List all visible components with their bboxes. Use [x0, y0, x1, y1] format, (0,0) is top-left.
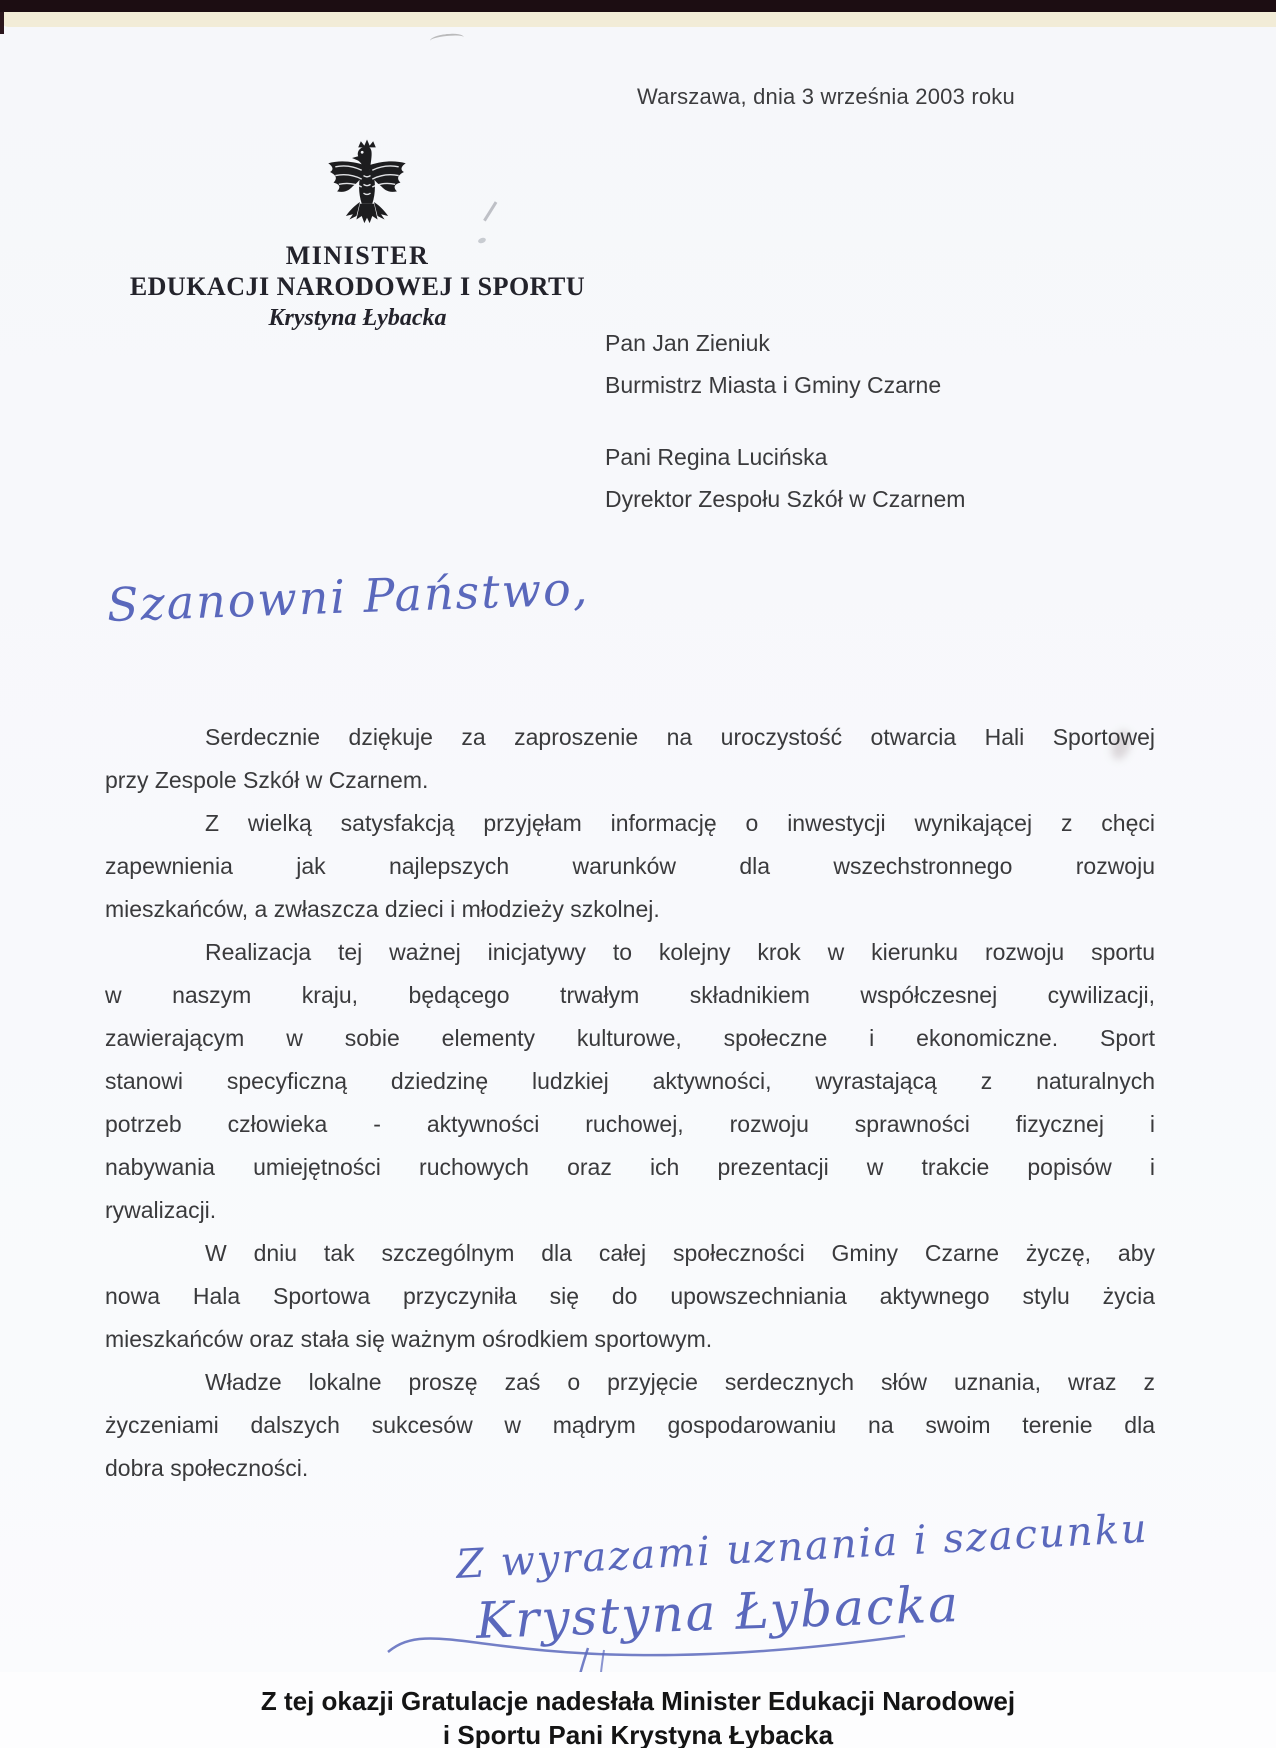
- body-line: W dniu tak szczególnym dla całej społeczności Gminy Czarne życzę, aby: [205, 1240, 1155, 1266]
- recipient-1-title: Burmistrz Miasta i Gminy Czarne: [605, 372, 942, 398]
- date-line: Warszawa, dnia 3 września 2003 roku: [637, 84, 1015, 109]
- handwritten-salutation: Szanowni Państwo,: [106, 561, 591, 632]
- body-paragraphs: [105, 716, 1155, 1490]
- bottom-caption: [0, 1684, 1276, 1748]
- body-line: zapewnienia jak najlepszych warunków dla wszechstronnego rozwoju: [105, 853, 1155, 879]
- body-line: Serdecznie dziękuje za zaproszenie na uroczystość otwarcia Hali Sportowej: [205, 724, 1155, 750]
- scan-artifact: [483, 201, 506, 227]
- body-line: dobra społeczności.: [105, 1455, 309, 1481]
- body-line: mieszkańców, a zwłaszcza dzieci i młodzieży szkolnej.: [105, 896, 660, 922]
- letterhead: [105, 240, 610, 334]
- body-line: Realizacja tej ważnej inicjatywy to kolejny krok w kierunku rozwoju sportu: [205, 939, 1155, 965]
- body-line: Z wielką satysfakcją przyjęłam informację o inwestycji wynikającej z chęci: [205, 810, 1155, 836]
- handwritten-signature: Krystyna Łybacka: [475, 1575, 961, 1650]
- polish-eagle-emblem: [323, 138, 411, 236]
- body-line: Władze lokalne proszę zaś o przyjęcie serdecznych słów uznania, wraz z: [205, 1369, 1155, 1395]
- recipient-1: [605, 322, 965, 406]
- letterhead-title-line1: MINISTER: [285, 241, 430, 270]
- caption-line1: Z tej okazji Gratulacje nadesłała Minister Edukacji Narodowej: [260, 1686, 1016, 1716]
- letterhead-official-name: Krystyna Łybacka: [268, 305, 447, 331]
- scan-edge-top: [0, 0, 1276, 12]
- handwritten-valediction: Z wyrazami uznania i szacunku: [455, 1505, 1150, 1588]
- caption-line2: i Sportu Pani Krystyna Łybacka: [442, 1720, 834, 1748]
- body-line: w naszym kraju, będącego trwałym składnikiem współczesnej cywilizacji,: [105, 982, 1155, 1008]
- body-line: życzeniami dalszych sukcesów w mądrym gospodarowaniu na swoim terenie dla: [105, 1412, 1155, 1438]
- letterhead-title-line2: EDUKACJI NARODOWEJ I SPORTU: [129, 272, 586, 301]
- polish-eagle-icon: [323, 138, 411, 236]
- paper-edge: [0, 12, 1276, 27]
- body-line: rywalizacji.: [105, 1197, 217, 1223]
- recipient-1-name: Pan Jan Zieniuk: [605, 330, 770, 356]
- body-line: zawierającym w sobie elementy kulturowe, społeczne i ekonomiczne. Sport: [105, 1025, 1155, 1051]
- body-line: mieszkańców oraz stała się ważnym ośrodkiem sportowym.: [105, 1326, 713, 1352]
- scan-edge-corner: [0, 12, 4, 34]
- body-line: nabywania umiejętności ruchowych oraz ich prezentacji w trakcie popisów i: [105, 1154, 1155, 1180]
- scan-artifact: [430, 32, 465, 45]
- recipient-2-title: Dyrektor Zespołu Szkół w Czarnem: [605, 486, 966, 512]
- body-line: przy Zespole Szkół w Czarnem.: [105, 767, 429, 793]
- recipient-2-name: Pani Regina Lucińska: [605, 444, 828, 470]
- body-line: stanowi specyficzną dziedzinę ludzkiej aktywności, wyrastającą z naturalnych: [105, 1068, 1155, 1094]
- body-line: potrzeb człowieka - aktywności ruchowej, rozwoju sprawności fizycznej i: [105, 1111, 1155, 1137]
- body-line: nowa Hala Sportowa przyczyniła się do upowszechniania aktywnego stylu życia: [105, 1283, 1155, 1309]
- recipient-block: [605, 322, 965, 550]
- recipient-2: [605, 436, 965, 520]
